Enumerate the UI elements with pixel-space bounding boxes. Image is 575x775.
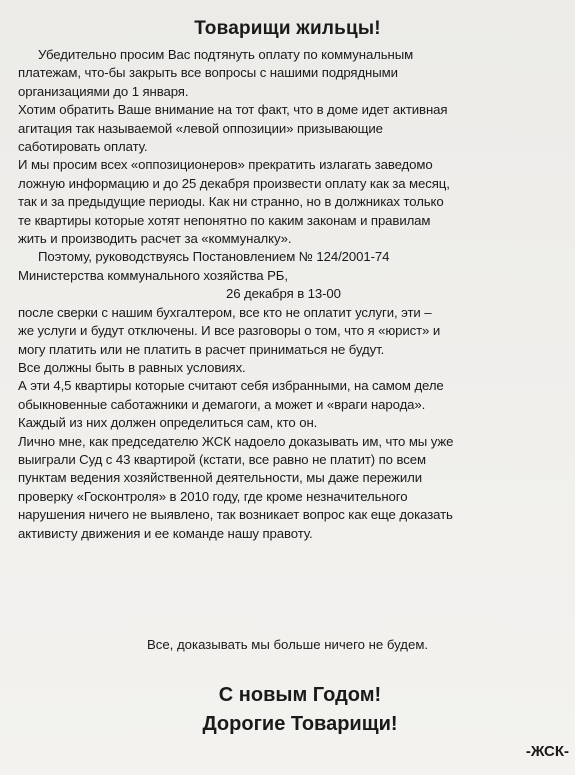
notice-title: Товарищи жильцы! <box>194 18 381 39</box>
body-line: Министерства коммунального хозяйства РБ, <box>18 267 288 283</box>
body-line: после сверки с нашим бухгалтером, все кто не оплатит услуги, эти – <box>18 304 432 320</box>
body-line: же услуги и будут отключены. И все разговоры о том, что я «юрист» и <box>18 323 441 339</box>
body-line: выиграли Суд с 43 квартирой (кстати, все равно не платит) по всем <box>18 451 426 467</box>
body-line: А эти 4,5 квартиры которые считают себя избранными, на самом деле <box>18 378 444 394</box>
body-line: нарушения ничего не выявлено, так возникает вопрос как еще доказать <box>18 507 453 523</box>
closing-line: Все, доказывать мы больше ничего не будем. <box>146 637 429 652</box>
body-line: саботировать оплату. <box>18 139 148 155</box>
body-line: могу платить или не платить в расчет приниматься не будут. <box>18 341 385 357</box>
new-year-greeting: С новым Годом! <box>218 684 382 706</box>
body-line: так и за предыдущие периоды. Как ни странно, но в должниках только <box>18 194 444 210</box>
notice-body <box>18 46 563 543</box>
signature: -ЖСК- <box>525 743 569 760</box>
body-line: Хотим обратить Ваше внимание на тот факт, что в доме идет активная <box>18 102 448 118</box>
comrades-greeting: Дорогие Товарищи! <box>202 713 398 735</box>
body-line: Все должны быть в равных условиях. <box>18 359 246 375</box>
body-line: активисту движения и ее команде нашу правоту. <box>18 525 313 541</box>
body-line: Каждый из них должен определиться сам, кто он. <box>18 415 318 431</box>
body-line: проверку «Госконтроля» в 2010 году, где кроме незначительного <box>18 488 408 504</box>
body-line: организациями до 1 января. <box>18 83 189 99</box>
body-line: Убедительно просим Вас подтянуть оплату по коммунальным <box>38 47 414 62</box>
body-line: агитация так называемой «левой оппозиции» призывающие <box>18 120 383 136</box>
body-line: Лично мне, как председателю ЖСК надоело доказывать им, что мы уже <box>18 433 454 449</box>
body-line: 26 декабря в 13-00 <box>226 286 341 302</box>
body-line: те квартиры которые хотят непонятно по каким законам и правилам <box>18 212 431 228</box>
body-line: жить и производить расчет за «коммуналку». <box>18 231 292 247</box>
body-line: И мы просим всех «оппозиционеров» прекратить излагать заведомо <box>18 157 433 173</box>
body-line: платежам, что-бы закрыть все вопросы с нашими подрядными <box>18 65 398 81</box>
body-line: ложную информацию и до 25 декабря произвести оплату как за месяц, <box>18 175 450 191</box>
body-line: обыкновенные саботажники и демагоги, а может и «враги народа». <box>18 396 426 412</box>
body-line: пунктам ведения хозяйственной деятельности, мы даже пережили <box>18 470 422 486</box>
body-line: Поэтому, руководствуясь Постановлением № 124/2001-74 <box>38 249 390 265</box>
